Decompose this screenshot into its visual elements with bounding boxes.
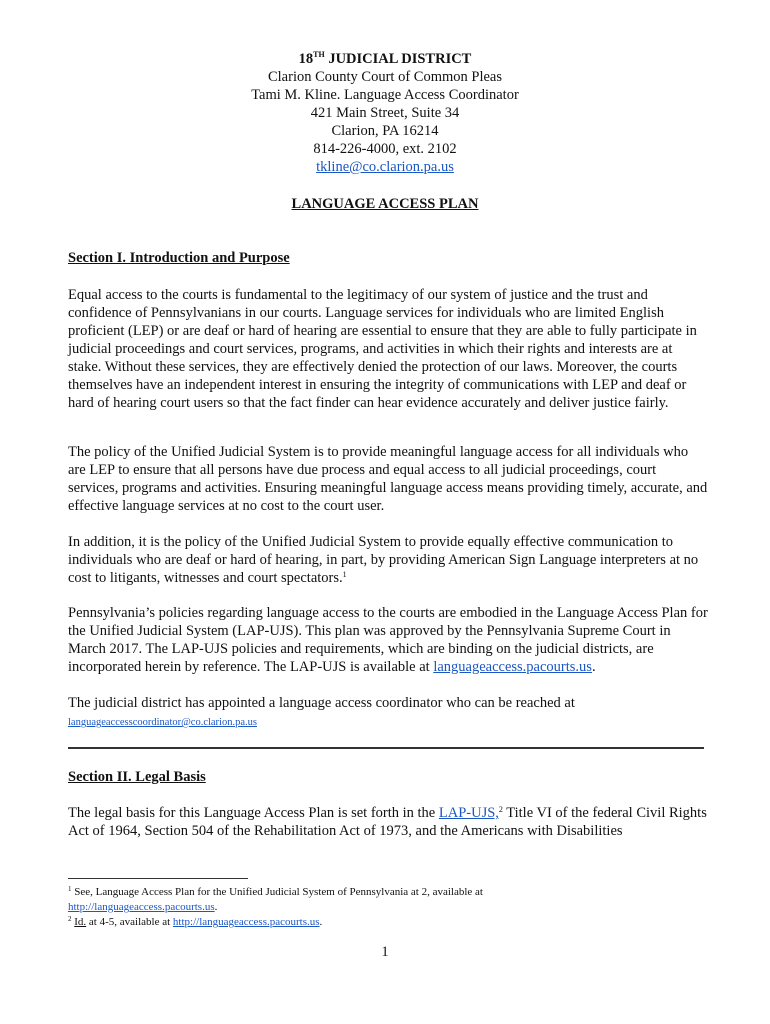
plan-title: LANGUAGE ACCESS PLAN [291,196,479,212]
footnote-2-number: 2 [68,915,72,923]
footnote-ref-1[interactable]: 1 [342,570,347,579]
lap-ujs-link[interactable]: LAP-UJS, [438,805,499,821]
footnote-2-end: . [319,916,323,928]
legal-basis-text-start: The legal basis for this Language Access Plan is set forth in the [68,805,439,821]
section-2-paragraph-1 [68,804,708,840]
coordinator-name: Tami M. Kline. Language Access Coordinator [251,87,519,103]
paragraph-4-text: Pennsylvania’s policies regarding language access to the courts are embodied in the Language Access Plan for the Unified Judicial System (LAP-UJS). This plan was approved by the Pennsylvania Supreme Court in March 2017. The LAP-UJS policies and requirements, which are binding on the judicial districts, are incorporated herein by reference. The LAP-UJS is available at [68,605,708,675]
footnote-2-link[interactable]: http://languageaccess.pacourts.us [172,916,320,928]
phone-number: 814-226-4000, ext. 2102 [313,141,457,157]
district-number: 18 [298,51,314,67]
footnote-2-text: at 4-5, available at [86,916,173,928]
court-name: Clarion County Court of Common Pleas [267,69,502,85]
paragraph-2-text: The policy of the Unified Judicial System is to provide meaningful language access for all individuals who are LEP to ensure that all persons have due process and equal access to all judicial proceedings, court services, programs and activities. Ensuring meaningful language access means providing timely, accurate, and effective language services at no cost to the court user. [68,444,708,514]
section-1-heading: Section I. Introduction and Purpose [68,250,290,266]
paragraph-3-text: In addition, it is the policy of the Unified Judicial System to provide equally effective communication to individuals who are deaf or hard of hearing, in part, by providing American Sign Language interpreters at no cost to litigants, witnesses and court spectators. [68,534,699,586]
section-2-heading: Section II. Legal Basis [68,769,206,785]
footnote-1-link[interactable]: http://languageaccess.pacourts.us [68,901,215,913]
section-1-paragraph-3 [68,533,708,587]
paragraph-5-text: The judicial district has appointed a language access coordinator who can be reached at [68,695,575,711]
footnote-1-end: . [214,901,218,913]
letterhead [0,50,770,176]
district-rest: JUDICIAL DISTRICT [324,51,472,67]
district-sup: TH [313,50,325,59]
footnote-2-id: Id. [74,916,87,928]
footnote-1 [68,885,708,915]
section-divider [68,747,704,749]
footnote-1-text: See, Language Access Plan for the Unified Judicial System of Pennsylvania at 2, available at [71,886,483,898]
page-number: 1 [381,944,389,960]
section-1-paragraph-1: Equal access to the courts is fundamental to the legitimacy of our system of justice and the trust and confidence of Pennsylvanians in our courts. Language services for individuals who are limited English proficient (LEP) or are deaf or hard of hearing are essential to ensure that they are able to fully participate in judicial proceedings and court services, programs, and activities in which their rights and interests are at stake. Without these services, they are effectively denied the protection of our laws. Moreover, the courts themselves have an independent interest in ensuring the integrity of communications with LEP and deaf or hard of hearing court users so that the fact finder can hear evidence accurately and deliver justice fairly. [68,287,697,411]
section-1-paragraph-5 [68,694,708,732]
footnotes [68,885,708,930]
paragraph-4-end: . [591,659,596,675]
address-line-2: Clarion, PA 16214 [331,123,439,139]
lap-ujs-website-link[interactable]: languageaccess.pacourts.us [433,659,592,675]
coordinator-contact-email-link[interactable]: languageaccesscoordinator@co.clarion.pa.us [68,717,257,728]
district-title [0,50,770,68]
coordinator-email-link[interactable]: tkline@co.clarion.pa.us [316,159,454,175]
footnote-1-number: 1 [68,885,72,893]
footnote-2 [68,915,708,930]
section-1-paragraph-4 [68,604,708,676]
address-line-1: 421 Main Street, Suite 34 [310,105,460,121]
footnote-ref-2[interactable]: 2 [498,805,503,814]
footnote-divider [68,878,248,879]
legal-basis-text-end: Title VI of the federal Civil Rights Act of 1964, Section 504 of the Rehabilitation Act of 1973, and the Americans with Disabilities [68,805,707,839]
section-1-paragraph-2 [68,443,708,515]
